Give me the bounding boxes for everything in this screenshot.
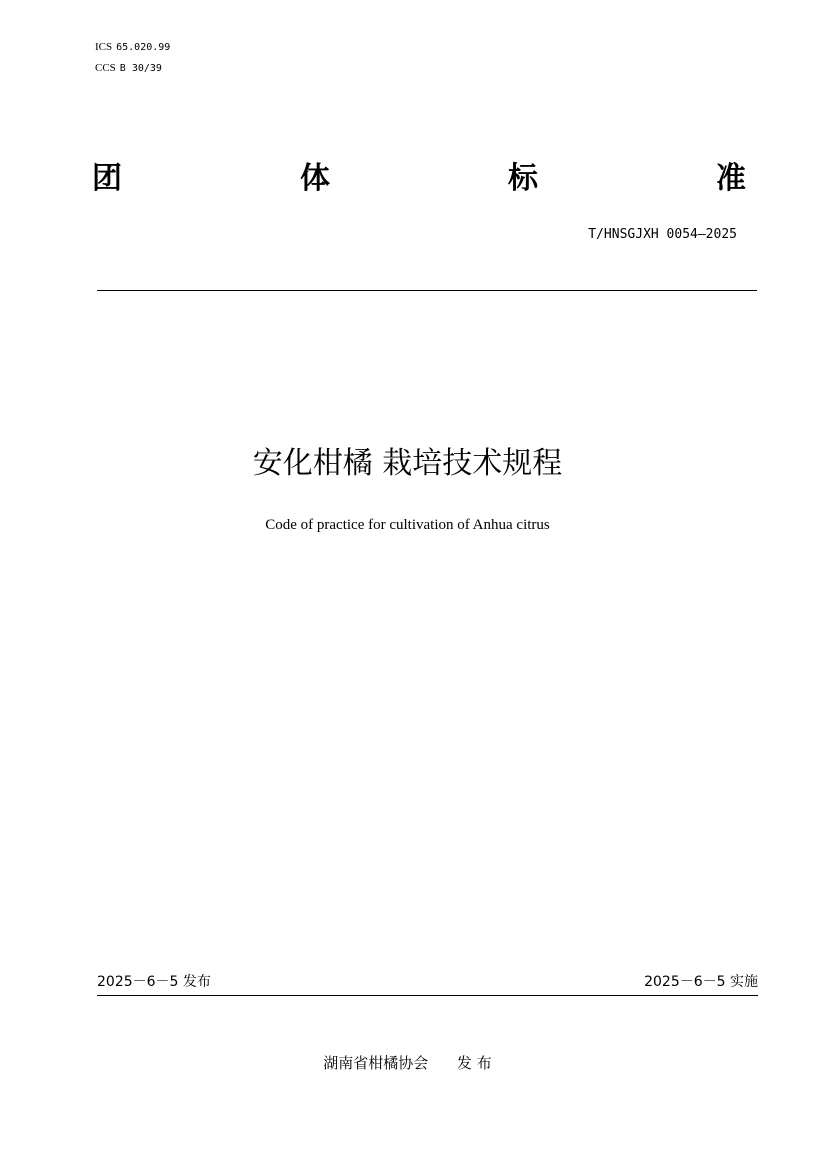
ics-label: ICS: [95, 41, 113, 53]
standard-type-char-1: 团: [92, 161, 122, 196]
ccs-line: [95, 61, 162, 76]
publisher-action: 发 布: [456, 1054, 492, 1072]
publisher-name: 湖南省柑橘协会: [323, 1054, 429, 1072]
ics-code: 65.020.99: [116, 42, 171, 53]
footer-divider: [97, 995, 758, 996]
standard-type-char-3: 标: [508, 161, 538, 196]
standard-type-char-4: 准: [716, 161, 746, 196]
ccs-code: B 30/39: [119, 63, 162, 74]
implementation-date: 2025－6－5 实施: [644, 974, 758, 990]
release-date: 2025－6－5 发布: [97, 974, 211, 990]
ics-line: [95, 40, 170, 55]
header-divider: [97, 290, 757, 291]
standard-number: T/HNSGJXH 0054—2025: [588, 227, 737, 242]
publisher-line: [0, 1053, 815, 1073]
title-english: Code of practice for cultivation of Anhua citrus: [265, 517, 550, 533]
title-chinese: 安化柑橘 栽培技术规程: [252, 446, 563, 481]
ccs-label: CCS: [95, 62, 116, 74]
standard-type-char-2: 体: [300, 161, 330, 196]
